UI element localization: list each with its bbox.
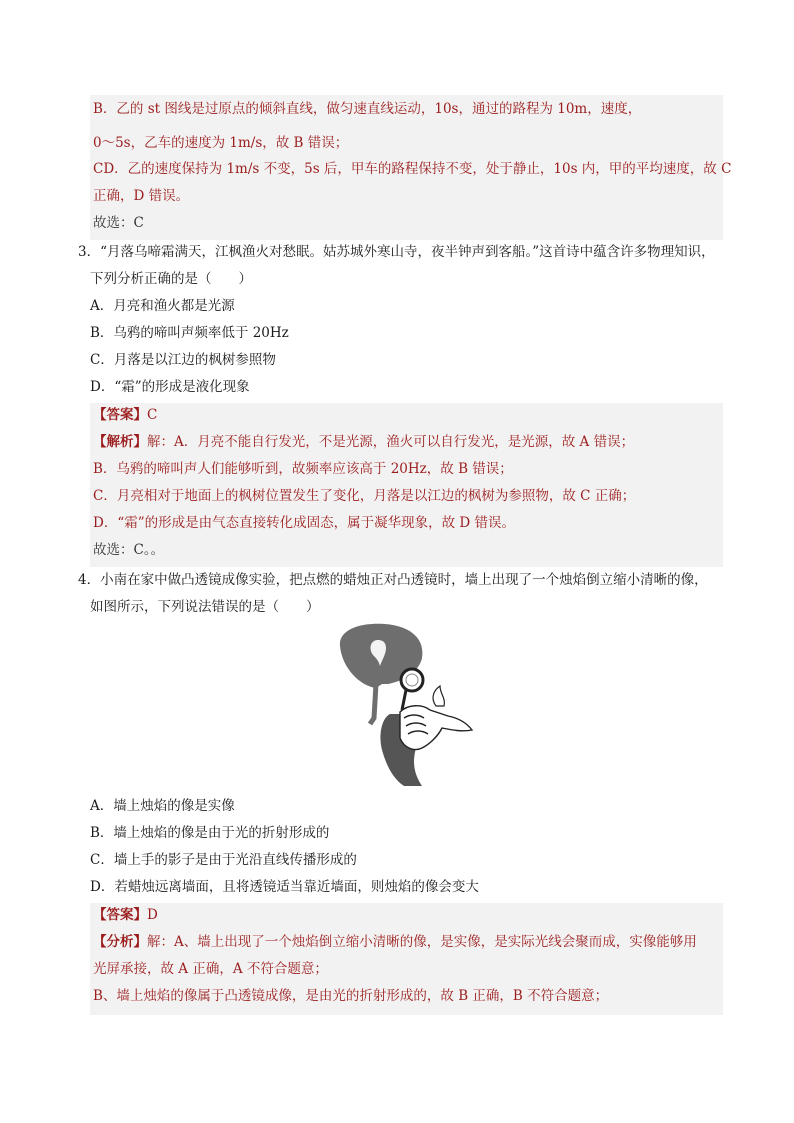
q3-solution-block [90, 403, 723, 567]
q3-answer [93, 405, 157, 425]
q3-option-d: D．“霜”的形成是液化现象 [90, 379, 250, 395]
q3-stem-line1: 3．“月落乌啼霜满天，江枫渔火对愁眠。姑苏城外寒山寺，夜半钟声到客船。”这首诗中蕴含许多物理知识， [78, 244, 715, 260]
q3-answer-value: C [147, 407, 158, 423]
q4-analysis-first: 解：A、墙上出现了一个烛焰倒立缩小清晰的像，是实像，是实际光线会聚而成，实像能够用 [147, 934, 697, 950]
convex-lens-icon [401, 669, 423, 710]
q4-answer [93, 905, 158, 925]
q3-analysis-line3: C．月亮相对于地面上的枫树位置发生了变化，月落是以江边的枫树为参照物，故 C 正确； [93, 488, 636, 504]
q3-analysis-first: 解：A．月亮不能自行发光，不是光源，渔火可以自行发光，是光源，故 A 错误； [147, 434, 635, 450]
q3-analysis-line1 [93, 432, 634, 452]
q3-analysis-line4: D．“霜”的形成是由气态直接转化成固态，属于凝华现象，故 D 错误。 [93, 515, 516, 531]
q3-choice: 故选：C。。 [93, 542, 165, 558]
prev-solution-b-line2: 0～5s，乙车的速度为 1m/s，故 B 错误； [93, 135, 349, 151]
prev-solution-b-line1: B．乙的 st 图线是过原点的倾斜直线，做匀速直线运动，10s，通过的路程为 10m，速度， [93, 101, 642, 117]
prev-solution-choice: 故选：C [93, 215, 144, 231]
q4-answer-value: D [147, 907, 158, 923]
q3-answer-tag: 【答案】 [93, 407, 147, 423]
q3-analysis-tag: 【解析】 [93, 434, 147, 450]
q4-stem-line2: 如图所示，下列说法错误的是（ ） [90, 599, 320, 615]
candle-flame-icon [433, 686, 444, 706]
hand-holding-candle [400, 706, 472, 750]
q3-stem-line2: 下列分析正确的是（ ） [90, 271, 252, 287]
q3-analysis-line2: B．乌鸦的啼叫声人们能够听到，故频率应该高于 20Hz，故 B 错误； [93, 461, 513, 477]
q4-option-c: C．墙上手的影子是由于光沿直线传播形成的 [90, 852, 357, 868]
q3-option-b: B．乌鸦的啼叫声频率低于 20Hz [90, 325, 289, 341]
q3-option-c: C．月落是以江边的枫树参照物 [90, 352, 276, 368]
q4-option-b: B．墙上烛焰的像是由于光的折射形成的 [90, 825, 330, 841]
q4-option-a: A．墙上烛焰的像是实像 [90, 798, 235, 814]
prev-solution-cd-line1: CD．乙的速度保持为 1m/s 不变，5s 后，甲车的路程保持不变，处于静止，10s 内，甲的平均速度，故 C [93, 161, 732, 177]
q4-analysis-line1 [93, 932, 697, 952]
q3-option-a: A．月亮和渔火都是光源 [90, 298, 235, 314]
q4-analysis-line2: 光屏承接，故 A 正确，A 不符合题意； [93, 961, 328, 977]
prev-solution-cd-line2: 正确，D 错误。 [93, 188, 190, 204]
q4-answer-tag: 【答案】 [93, 907, 147, 923]
lens-experiment-figure [330, 618, 480, 788]
q4-analysis-tag: 【分析】 [93, 934, 147, 950]
q4-stem-line1: 4．小南在家中做凸透镜成像实验，把点燃的蜡烛正对凸透镜时，墙上出现了一个烛焰倒立缩小清晰的像， [78, 572, 708, 588]
q4-analysis-line3: B、墙上烛焰的像属于凸透镜成像，是由光的折射形成的，故 B 正确，B 不符合题意； [93, 988, 609, 1004]
q4-option-d: D．若蜡烛远离墙面，且将透镜适当靠近墙面，则烛焰的像会变大 [90, 879, 479, 895]
